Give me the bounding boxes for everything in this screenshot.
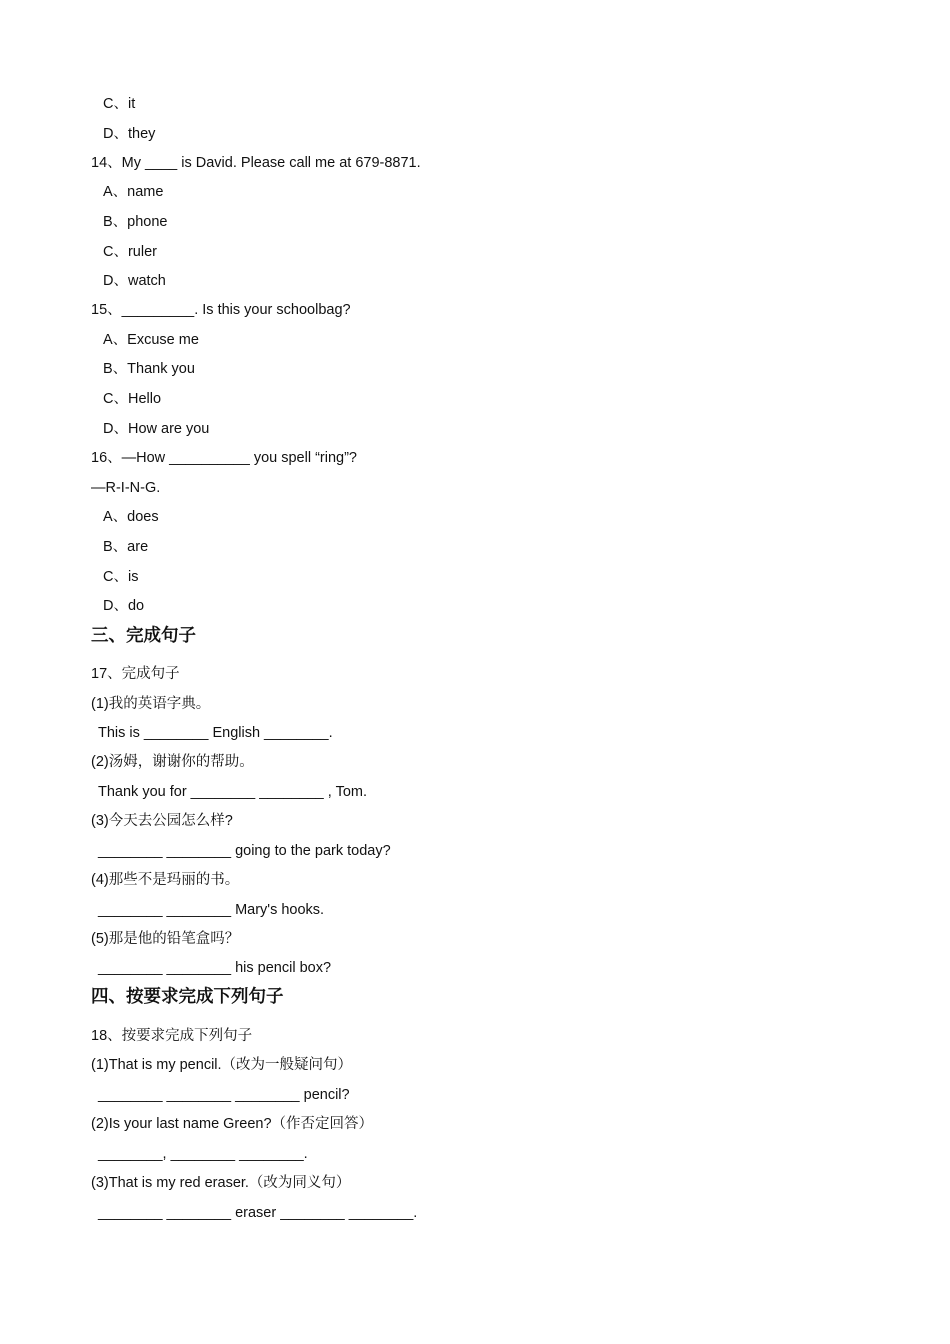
q15-option-b: B、Thank you [103,361,195,377]
section-4-heading: 四、按要求完成下列句子 [91,987,284,1007]
q18-3-answer: ________ ________ eraser ________ ________. [98,1205,418,1221]
q15-option-a: A、Excuse me [103,332,199,348]
q14-option-c: C、ruler [103,244,157,260]
q17-4-answer: ________ ________ Mary's hooks. [98,902,325,918]
q18-2-prompt: (2)Is your last name Green?（作否定回答） [91,1116,374,1132]
q17-3-prompt: (3)今天去公园怎么样? [91,813,233,829]
q17-3-answer: ________ ________ going to the park today? [98,843,391,859]
q17-1-answer: This is ________ English ________. [98,725,333,741]
q17-title: 17、完成句子 [91,666,180,682]
q18-2-answer: ________, ________ ________. [98,1146,308,1162]
q17-5-prompt: (5)那是他的铅笔盒吗？ [91,931,240,947]
q16-stem: 16、—How __________ you spell “ring”? [91,450,357,466]
q14-option-d: D、watch [103,273,166,289]
q16-option-d: D、do [103,598,145,614]
section-3-heading: 三、完成句子 [91,626,196,646]
q17-2-prompt: (2)汤姆，谢谢你的帮助。 [91,754,254,770]
q15-option-d: D、How are you [103,421,210,437]
q16-option-c: C、is [103,569,139,585]
q15-stem: 15、_________. Is this your schoolbag? [91,302,351,318]
q18-3-prompt: (3)That is my red eraser.（改为同义句） [91,1175,351,1191]
q17-1-prompt: (1)我的英语字典。 [91,696,211,712]
q16-answer-line: —R-I-N-G. [91,480,161,496]
q18-title: 18、按要求完成下列句子 [91,1028,253,1044]
q17-4-prompt: (4)那些不是玛丽的书。 [91,872,240,888]
q15-option-c: C、Hello [103,391,162,407]
q17-2-answer: Thank you for ________ ________ , Tom. [98,784,367,800]
q14-option-a: A、name [103,184,164,200]
q18-1-answer: ________ ________ ________ pencil? [98,1087,350,1103]
q14-stem: 14、My ____ is David. Please call me at 679-8871. [91,155,421,171]
q18-1-prompt: (1)That is my pencil.（改为一般疑问句） [91,1057,353,1073]
q17-5-answer: ________ ________ his pencil box? [98,960,332,976]
q13-option-d: D、they [103,126,156,142]
q14-option-b: B、phone [103,214,168,230]
q16-option-b: B、are [103,539,149,555]
q16-option-a: A、does [103,509,159,525]
q13-option-c: C、it [103,96,136,112]
